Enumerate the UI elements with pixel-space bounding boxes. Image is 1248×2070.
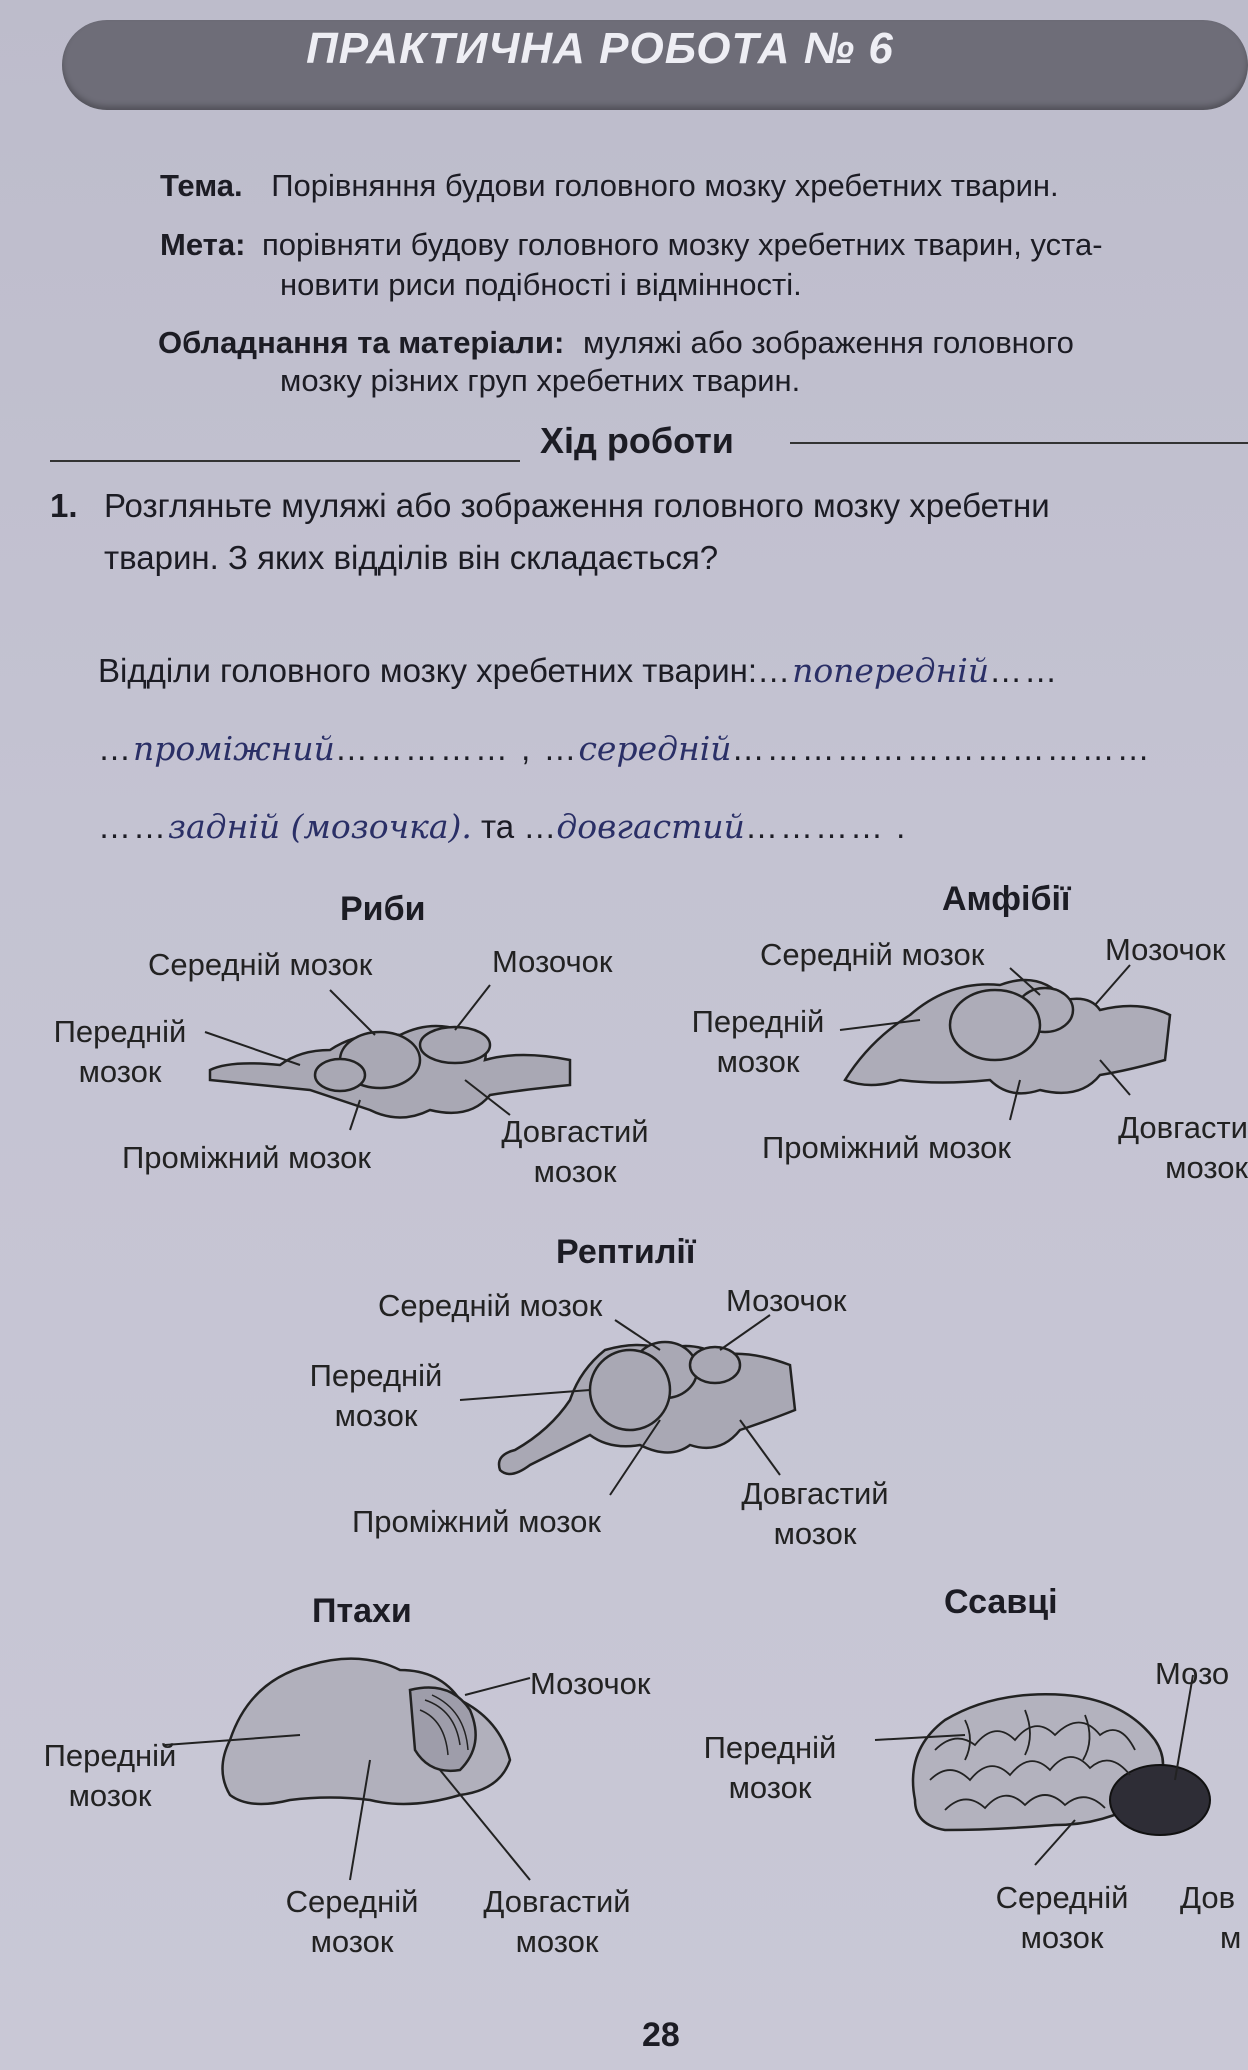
reptiles-forebrain-label-line-1: Передній [309, 1358, 443, 1393]
reptiles-brain-illustration [490, 1320, 820, 1500]
birds-cerebellum-label: Мозочок [530, 1666, 651, 1701]
page-number: 28 [642, 2016, 680, 2054]
birds-title: Птахи [312, 1592, 412, 1630]
answer-dots: … [757, 652, 793, 689]
birds-midbrain-label-line-1: Середній [285, 1884, 419, 1919]
mammals-forebrain-label-line-2: мозок [728, 1770, 812, 1805]
reptiles-forebrain-label [286, 1356, 466, 1436]
mammals-midbrain-label-line-2: мозок [1020, 1920, 1104, 1955]
goal-label: Мета: [160, 227, 246, 262]
birds-forebrain-label-line-1: Передній [43, 1738, 177, 1773]
amphibians-forebrain-label [668, 1002, 848, 1082]
amphibians-cerebellum-label: Мозочок [1105, 932, 1226, 967]
mammals-forebrain-label-line-1: Передній [703, 1730, 837, 1765]
topic-row [160, 165, 1059, 207]
equipment-line-2: мозку різних груп хребетних тварин. [280, 363, 801, 398]
mammals-midbrain-label-line-1: Середній [995, 1880, 1129, 1915]
answer-dots: ………… . [744, 808, 908, 845]
amphibians-forebrain-label-line-1: Передній [691, 1004, 825, 1039]
answer-dots: …………… , … [334, 730, 579, 767]
fish-midbrain-label: Середній мозок [148, 947, 373, 982]
birds-medulla-label-line-1: Довгастий [483, 1884, 631, 1919]
answer-line-1 [98, 650, 1059, 692]
topic-label: Тема. [160, 168, 243, 203]
birds-forebrain-label [20, 1736, 200, 1816]
reptiles-forebrain-label-line-2: мозок [334, 1398, 418, 1433]
mammals-medulla-label-line-1: Дов [1180, 1880, 1236, 1915]
fish-cerebellum-label: Мозочок [492, 944, 613, 979]
answer-connector: та … [481, 808, 557, 845]
mammals-brain-illustration [905, 1690, 1248, 1850]
reptiles-cerebellum-label: Мозочок [726, 1283, 847, 1318]
equipment-row [158, 322, 1074, 364]
section-title: Хід роботи [540, 420, 734, 461]
task-line-2: тварин. З яких відділів він складається? [104, 539, 719, 576]
birds-forebrain-label-line-2: мозок [68, 1778, 152, 1813]
amphibians-title: Амфібії [942, 880, 1071, 918]
birds-midbrain-label [262, 1882, 442, 1962]
reptiles-diencephalon-label: Проміжний мозок [352, 1504, 601, 1539]
answer-prompt: Відділи головного мозку хребетних тварин: [98, 652, 758, 689]
reptiles-medulla-label-line-1: Довгастий [741, 1476, 889, 1511]
section-rule-right [790, 442, 1248, 444]
section-rule-left [50, 460, 520, 462]
mammals-title: Ссавці [944, 1583, 1058, 1621]
answer-dots: … [98, 730, 133, 767]
goal-line-1: порівняти будову головного мозку хребетних тварин, уста- [262, 227, 1103, 262]
birds-brain-illustration [210, 1650, 540, 1810]
birds-medulla-label-line-2: мозок [515, 1924, 599, 1959]
fish-brain-illustration [190, 990, 590, 1140]
answer-line-2 [98, 728, 1152, 770]
birds-midbrain-label-line-2: мозок [310, 1924, 394, 1959]
amphibians-forebrain-label-line-2: мозок [716, 1044, 800, 1079]
fish-medulla-label-line-2: мозок [533, 1154, 617, 1189]
amphibians-diencephalon-label: Проміжний мозок [762, 1130, 1011, 1165]
amphibians-medulla-label [1105, 1108, 1248, 1188]
amphibians-brain-illustration [840, 970, 1170, 1120]
fish-forebrain-label [40, 1012, 200, 1092]
mammals-forebrain-label [680, 1728, 860, 1808]
answer-line-3 [98, 806, 907, 848]
handwritten-answer-2: проміжний [133, 729, 335, 768]
fish-medulla-label-line-1: Довгастий [501, 1114, 649, 1149]
handwritten-answer-1: попередній [792, 651, 990, 690]
handwritten-answer-5: довгастий [556, 807, 745, 846]
mammals-medulla-label [1180, 1878, 1248, 1958]
handwritten-answer-4: задній (мозочка). [168, 807, 472, 846]
task-line-1: Розгляньте муляжі або зображення головного мозку хребетни [104, 487, 1050, 524]
reptiles-title: Рептилії [556, 1233, 696, 1271]
goal-line-2: новити риси подібності і відмінності. [280, 267, 802, 302]
fish-forebrain-label-line-2: мозок [78, 1054, 162, 1089]
mammals-cerebellum-shape [1110, 1765, 1210, 1835]
mammals-cerebellum-label: Мозо [1155, 1656, 1230, 1691]
amphibians-midbrain-label: Середній мозок [760, 937, 985, 972]
birds-medulla-label [462, 1882, 652, 1962]
handwritten-answer-3: середній [578, 729, 732, 768]
equipment-line-1: муляжі або зображення головного [582, 325, 1074, 360]
fish-forebrain-label-line-1: Передній [53, 1014, 187, 1049]
answer-dots: ……………………………… [731, 730, 1152, 767]
reptiles-midbrain-label: Середній мозок [378, 1288, 603, 1323]
topic-text: Порівняння будови головного мозку хребетних тварин. [271, 168, 1059, 203]
mammals-midbrain-label [972, 1878, 1152, 1958]
reptiles-medulla-label-line-2: мозок [773, 1516, 857, 1551]
fish-diencephalon-label: Проміжний мозок [122, 1140, 371, 1175]
answer-dots: …… [98, 808, 168, 845]
amphibians-medulla-label-line-1: Довгасти [1118, 1110, 1248, 1145]
page-title: ПРАКТИЧНА РОБОТА № 6 [306, 24, 894, 73]
mammals-medulla-label-line-2: м [1220, 1920, 1242, 1955]
answer-dots: …… [989, 652, 1060, 689]
equipment-label: Обладнання та матеріали: [158, 325, 565, 360]
amphibians-medulla-label-line-2: мозок [1165, 1150, 1248, 1185]
fish-title: Риби [340, 890, 426, 928]
task-number: 1. [50, 487, 78, 524]
